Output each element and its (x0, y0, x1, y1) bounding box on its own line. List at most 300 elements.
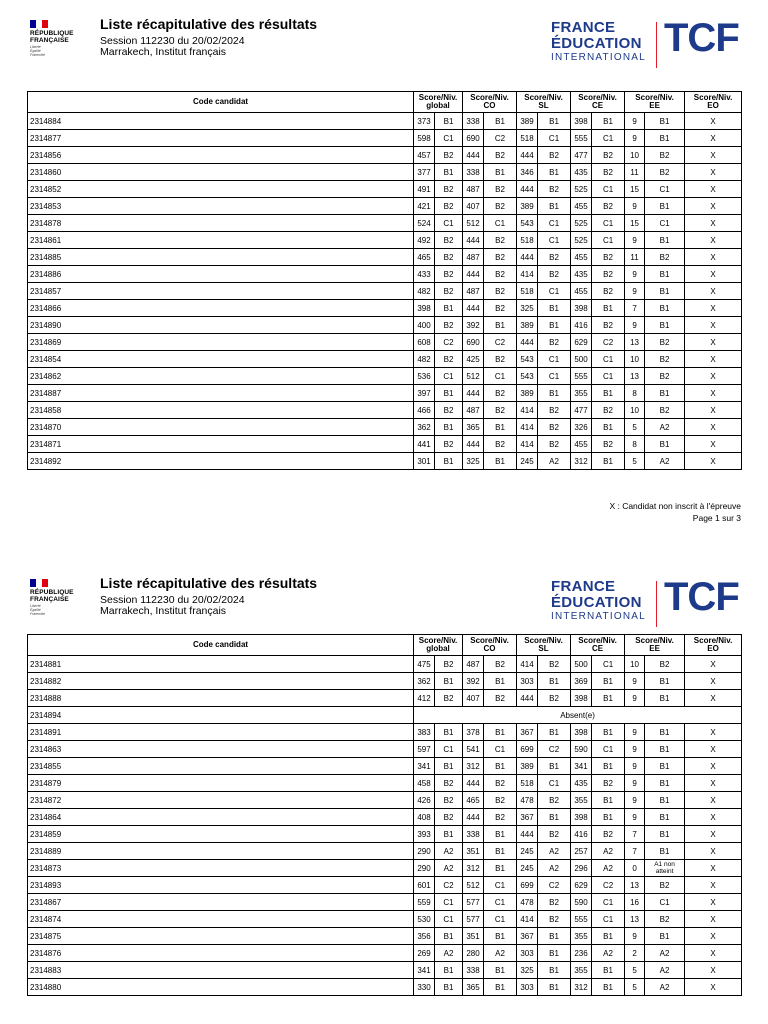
score-cell: 326 (571, 419, 592, 436)
score-cell: C1 (645, 215, 685, 232)
legend-note: X : Candidat non inscrit à l'épreuve (609, 501, 741, 511)
score-cell: A2 (592, 860, 625, 877)
score-cell: 500 (571, 656, 592, 673)
score-cell: 465 (414, 249, 435, 266)
score-cell: 393 (414, 826, 435, 843)
score-cell: B1 (435, 962, 463, 979)
score-cell: 425 (463, 351, 484, 368)
france-education-international-logo: FRANCE ÉDUCATION INTERNATIONAL (551, 578, 646, 622)
score-cell: C1 (484, 894, 517, 911)
score-cell: 15 (625, 215, 645, 232)
candidate-code: 2314883 (28, 962, 414, 979)
score-cell: C1 (484, 911, 517, 928)
score-cell: 9 (625, 724, 645, 741)
score-cell: A2 (592, 945, 625, 962)
score-cell: 9 (625, 113, 645, 130)
score-cell: A2 (435, 860, 463, 877)
candidate-code: 2314894 (28, 707, 414, 724)
score-cell: B2 (435, 181, 463, 198)
score-cell: A2 (645, 945, 685, 962)
results-table (27, 634, 742, 996)
score-cell: A1 non atteint (645, 860, 685, 877)
session-info: Session 112230 du 20/02/2024 (100, 35, 245, 47)
score-cell: 9 (625, 690, 645, 707)
score-cell: 421 (414, 198, 435, 215)
score-cell: B2 (435, 436, 463, 453)
score-cell: A2 (645, 979, 685, 996)
score-cell: C2 (592, 877, 625, 894)
score-cell: B2 (592, 775, 625, 792)
eo-status: X (685, 249, 742, 266)
score-cell: 608 (414, 334, 435, 351)
republique-francaise-logo (30, 579, 90, 616)
score-cell: 9 (625, 792, 645, 809)
score-cell: B1 (645, 928, 685, 945)
score-cell: B1 (435, 419, 463, 436)
score-cell: 11 (625, 164, 645, 181)
table-row (28, 215, 742, 232)
table-row (28, 826, 742, 843)
score-cell: B1 (645, 843, 685, 860)
score-cell: 699 (517, 741, 538, 758)
results-table (27, 91, 742, 470)
eo-status: X (685, 113, 742, 130)
candidate-code: 2314856 (28, 147, 414, 164)
score-cell: C1 (592, 181, 625, 198)
score-cell: B2 (645, 368, 685, 385)
score-cell: C2 (484, 130, 517, 147)
score-cell: C1 (592, 232, 625, 249)
score-cell: B2 (484, 385, 517, 402)
table-row (28, 945, 742, 962)
french-flag-icon (30, 579, 48, 587)
candidate-code: 2314864 (28, 809, 414, 826)
table-row (28, 351, 742, 368)
score-cell: B2 (484, 351, 517, 368)
score-cell: 389 (517, 198, 538, 215)
score-cell: 482 (414, 283, 435, 300)
score-cell: B2 (435, 351, 463, 368)
score-cell: B1 (645, 130, 685, 147)
candidate-code: 2314890 (28, 317, 414, 334)
table-row (28, 266, 742, 283)
candidate-code: 2314859 (28, 826, 414, 843)
score-cell: C1 (538, 351, 571, 368)
score-cell: 13 (625, 334, 645, 351)
score-cell: 325 (517, 962, 538, 979)
score-cell: 355 (571, 928, 592, 945)
score-cell: 257 (571, 843, 592, 860)
score-cell: B2 (538, 894, 571, 911)
score-cell: 543 (517, 351, 538, 368)
score-cell: 341 (414, 962, 435, 979)
column-header-score: Score/Niv. EO (685, 92, 742, 113)
candidate-code: 2314879 (28, 775, 414, 792)
score-cell: B1 (645, 232, 685, 249)
score-cell: C2 (435, 877, 463, 894)
score-cell: 559 (414, 894, 435, 911)
candidate-code: 2314887 (28, 385, 414, 402)
score-cell: 455 (571, 198, 592, 215)
score-cell: B2 (484, 792, 517, 809)
score-cell: A2 (645, 419, 685, 436)
score-cell: B1 (484, 979, 517, 996)
table-row (28, 877, 742, 894)
score-cell: B2 (484, 690, 517, 707)
score-cell: B2 (484, 809, 517, 826)
score-cell: B1 (484, 826, 517, 843)
candidate-code: 2314852 (28, 181, 414, 198)
score-cell: 416 (571, 826, 592, 843)
eo-status: X (685, 809, 742, 826)
logo-separator (656, 581, 657, 627)
score-cell: 555 (571, 130, 592, 147)
score-cell: 5 (625, 962, 645, 979)
score-cell: 9 (625, 758, 645, 775)
table-row (28, 436, 742, 453)
score-cell: 543 (517, 215, 538, 232)
table-row (28, 962, 742, 979)
score-cell: B1 (484, 673, 517, 690)
score-cell: 475 (414, 656, 435, 673)
score-cell: B2 (435, 656, 463, 673)
score-cell: 373 (414, 113, 435, 130)
column-header-score: Score/Niv. EE (625, 635, 685, 656)
candidate-code: 2314870 (28, 419, 414, 436)
score-cell: B2 (538, 911, 571, 928)
score-cell: C1 (538, 130, 571, 147)
score-cell: 444 (517, 690, 538, 707)
score-cell: 355 (571, 962, 592, 979)
score-cell: B1 (645, 826, 685, 843)
score-cell: 301 (414, 453, 435, 470)
score-cell: 236 (571, 945, 592, 962)
score-cell: 590 (571, 894, 592, 911)
score-cell: B2 (538, 266, 571, 283)
score-cell: 455 (571, 283, 592, 300)
score-cell: 444 (517, 147, 538, 164)
score-cell: 444 (517, 181, 538, 198)
eo-status: X (685, 402, 742, 419)
score-cell: B2 (592, 402, 625, 419)
score-cell: B1 (435, 385, 463, 402)
score-cell: B2 (538, 181, 571, 198)
column-header-score: Score/Niv. CO (463, 635, 517, 656)
score-cell: 312 (463, 860, 484, 877)
score-cell: 325 (517, 300, 538, 317)
score-cell: 398 (414, 300, 435, 317)
score-cell: C2 (538, 877, 571, 894)
table-row (28, 775, 742, 792)
score-cell: 338 (463, 164, 484, 181)
candidate-code: 2314858 (28, 402, 414, 419)
table-row (28, 113, 742, 130)
republique-francaise-logo (30, 20, 90, 57)
candidate-code: 2314853 (28, 198, 414, 215)
score-cell: B1 (538, 945, 571, 962)
score-cell: 465 (463, 792, 484, 809)
candidate-code: 2314892 (28, 453, 414, 470)
devise: Liberté Égalité Fraternité (30, 45, 45, 57)
score-cell: 414 (517, 436, 538, 453)
score-cell: 367 (517, 809, 538, 826)
column-header-score: Score/Niv. EE (625, 92, 685, 113)
candidate-code: 2314876 (28, 945, 414, 962)
score-cell: B2 (592, 317, 625, 334)
score-cell: A2 (538, 860, 571, 877)
score-cell: C1 (592, 741, 625, 758)
score-cell: 7 (625, 843, 645, 860)
candidate-code: 2314861 (28, 232, 414, 249)
eo-status: X (685, 164, 742, 181)
score-cell: 245 (517, 843, 538, 860)
score-cell: 414 (517, 419, 538, 436)
score-cell: 407 (463, 198, 484, 215)
score-cell: 414 (517, 402, 538, 419)
candidate-code: 2314889 (28, 843, 414, 860)
candidate-code: 2314872 (28, 792, 414, 809)
tcf-logo: TCF (664, 575, 739, 619)
score-cell: B1 (645, 317, 685, 334)
eo-status: X (685, 826, 742, 843)
score-cell: B1 (538, 979, 571, 996)
score-cell: 435 (571, 775, 592, 792)
score-cell: B1 (538, 385, 571, 402)
table-row (28, 402, 742, 419)
score-cell: B2 (538, 147, 571, 164)
candidate-code: 2314882 (28, 673, 414, 690)
table-row (28, 130, 742, 147)
score-cell: B2 (435, 283, 463, 300)
score-cell: C1 (538, 283, 571, 300)
score-cell: 362 (414, 673, 435, 690)
score-cell: B1 (538, 928, 571, 945)
candidate-code: 2314854 (28, 351, 414, 368)
score-cell: 2 (625, 945, 645, 962)
score-cell: 245 (517, 860, 538, 877)
score-cell: 392 (463, 317, 484, 334)
page-title: Liste récapitulative des résultats (100, 16, 318, 32)
score-cell: 377 (414, 164, 435, 181)
score-cell: B1 (645, 809, 685, 826)
score-cell: 9 (625, 317, 645, 334)
score-cell: B1 (435, 758, 463, 775)
score-cell: 341 (571, 758, 592, 775)
score-cell: B1 (538, 809, 571, 826)
score-cell: 9 (625, 266, 645, 283)
score-cell: 355 (571, 792, 592, 809)
score-cell: B1 (645, 758, 685, 775)
score-cell: B2 (592, 266, 625, 283)
score-cell: 518 (517, 130, 538, 147)
score-cell: 444 (463, 809, 484, 826)
eo-status: X (685, 741, 742, 758)
score-cell: B2 (592, 436, 625, 453)
eo-status: X (685, 894, 742, 911)
score-cell: 312 (463, 758, 484, 775)
score-cell: B1 (538, 758, 571, 775)
score-cell: B1 (592, 113, 625, 130)
score-cell: C1 (484, 368, 517, 385)
score-cell: 355 (571, 385, 592, 402)
score-cell: 7 (625, 300, 645, 317)
score-cell: 408 (414, 809, 435, 826)
tcf-logo: TCF (664, 16, 739, 60)
score-cell: C1 (592, 656, 625, 673)
candidate-code: 2314885 (28, 249, 414, 266)
score-cell: B1 (484, 724, 517, 741)
score-cell: B1 (645, 741, 685, 758)
score-cell: B1 (592, 928, 625, 945)
eo-status: X (685, 860, 742, 877)
republique-label: RÉPUBLIQUE FRANÇAISE (30, 30, 74, 44)
column-header-score: Score/Niv. SL (517, 92, 571, 113)
score-cell: 398 (571, 300, 592, 317)
score-cell: 407 (463, 690, 484, 707)
score-cell: B1 (592, 385, 625, 402)
eo-status: X (685, 928, 742, 945)
score-cell: 245 (517, 453, 538, 470)
score-cell: 269 (414, 945, 435, 962)
score-cell: 512 (463, 368, 484, 385)
score-cell: 378 (463, 724, 484, 741)
table-row (28, 317, 742, 334)
score-cell: 601 (414, 877, 435, 894)
score-cell: B1 (645, 300, 685, 317)
score-cell: B2 (484, 283, 517, 300)
score-cell: B1 (592, 979, 625, 996)
score-cell: 629 (571, 334, 592, 351)
table-row (28, 453, 742, 470)
score-cell: B2 (484, 300, 517, 317)
score-cell: C1 (484, 215, 517, 232)
score-cell: B2 (484, 232, 517, 249)
score-cell: 577 (463, 894, 484, 911)
score-cell: B1 (645, 436, 685, 453)
score-cell: B2 (592, 826, 625, 843)
score-cell: A2 (484, 945, 517, 962)
candidate-code: 2314874 (28, 911, 414, 928)
table-row (28, 758, 742, 775)
score-cell: 414 (517, 656, 538, 673)
location-info: Marrakech, Institut français (100, 46, 227, 58)
score-cell: 416 (571, 317, 592, 334)
page-number: Page 1 sur 3 (692, 513, 741, 523)
score-cell: C1 (592, 911, 625, 928)
candidate-code: 2314857 (28, 283, 414, 300)
eo-status: X (685, 198, 742, 215)
table-row (28, 164, 742, 181)
score-cell: 383 (414, 724, 435, 741)
score-cell: 290 (414, 843, 435, 860)
score-cell: B2 (645, 249, 685, 266)
column-header-code: Code candidat (28, 635, 414, 656)
score-cell: 478 (517, 792, 538, 809)
eo-status: X (685, 130, 742, 147)
table-row (28, 249, 742, 266)
score-cell: 455 (571, 249, 592, 266)
score-cell: A2 (435, 945, 463, 962)
score-cell: C1 (435, 368, 463, 385)
eo-status: X (685, 945, 742, 962)
score-cell: 338 (463, 962, 484, 979)
score-cell: 351 (463, 928, 484, 945)
candidate-code: 2314875 (28, 928, 414, 945)
score-cell: B2 (435, 809, 463, 826)
score-cell: 597 (414, 741, 435, 758)
table-row (28, 368, 742, 385)
score-cell: 478 (517, 894, 538, 911)
score-cell: 13 (625, 368, 645, 385)
score-cell: C2 (538, 741, 571, 758)
score-cell: 455 (571, 436, 592, 453)
score-cell: 530 (414, 911, 435, 928)
eo-status: X (685, 877, 742, 894)
score-cell: B1 (484, 962, 517, 979)
candidate-code: 2314867 (28, 894, 414, 911)
table-row (28, 911, 742, 928)
score-cell: B2 (484, 402, 517, 419)
score-cell: 492 (414, 232, 435, 249)
score-cell: 458 (414, 775, 435, 792)
score-cell: B2 (538, 334, 571, 351)
score-cell: 512 (463, 215, 484, 232)
eo-status: X (685, 775, 742, 792)
score-cell: B1 (484, 860, 517, 877)
score-cell: 351 (463, 843, 484, 860)
score-cell: B1 (592, 792, 625, 809)
score-cell: 487 (463, 402, 484, 419)
score-cell: A2 (645, 453, 685, 470)
score-cell: B2 (645, 334, 685, 351)
column-header-score: Score/Niv. CE (571, 92, 625, 113)
table-header-row (28, 635, 742, 656)
score-cell: 367 (517, 724, 538, 741)
score-cell: B2 (435, 266, 463, 283)
page-header (0, 559, 768, 639)
table-row (28, 419, 742, 436)
score-cell: B1 (592, 673, 625, 690)
score-cell: 397 (414, 385, 435, 402)
eo-status: X (685, 656, 742, 673)
eo-status: X (685, 792, 742, 809)
score-cell: B1 (484, 758, 517, 775)
score-cell: 10 (625, 147, 645, 164)
score-cell: C1 (538, 232, 571, 249)
score-cell: B1 (435, 300, 463, 317)
eo-status: X (685, 147, 742, 164)
score-cell: B1 (645, 113, 685, 130)
score-cell: B1 (435, 826, 463, 843)
score-cell: 699 (517, 877, 538, 894)
score-cell: 303 (517, 673, 538, 690)
eo-status: X (685, 843, 742, 860)
score-cell: 482 (414, 351, 435, 368)
eo-status: X (685, 436, 742, 453)
score-cell: B2 (645, 911, 685, 928)
table-row (28, 334, 742, 351)
score-cell: B1 (592, 758, 625, 775)
eo-status: X (685, 979, 742, 996)
score-cell: 398 (571, 690, 592, 707)
score-cell: 487 (463, 249, 484, 266)
score-cell: 555 (571, 911, 592, 928)
score-cell: 444 (517, 826, 538, 843)
table-row (28, 843, 742, 860)
score-cell: B2 (538, 436, 571, 453)
score-cell: B2 (435, 198, 463, 215)
score-cell: B2 (592, 283, 625, 300)
